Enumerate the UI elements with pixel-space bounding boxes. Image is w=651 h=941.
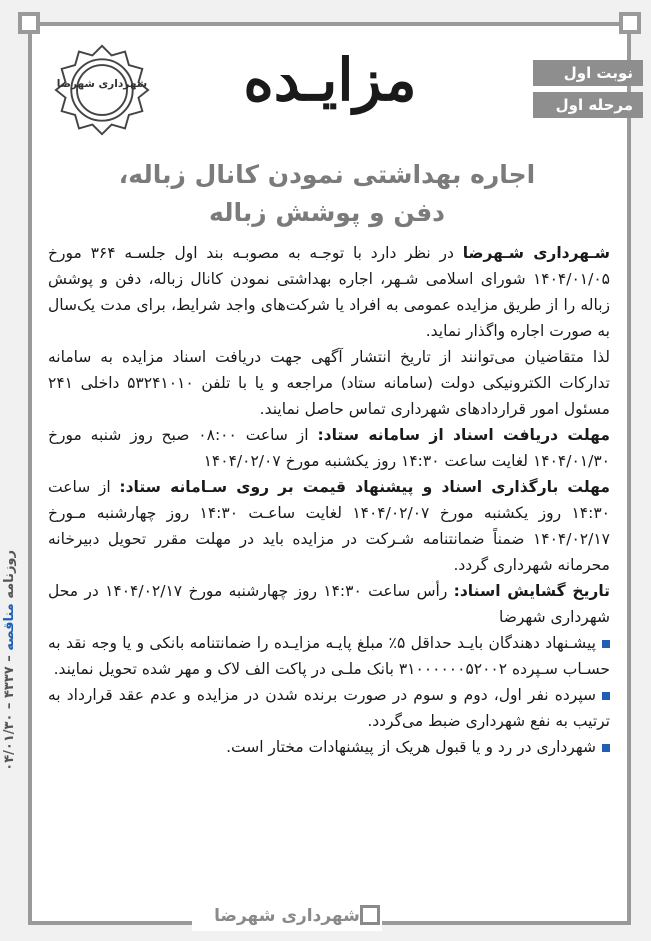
list-item [48,630,610,682]
square-bullet-icon [602,692,610,700]
newspaper-brand: مناقصه [2,603,17,651]
paragraph-lead: مهلت دریافت اسناد از سامانه ستاد: [317,426,610,444]
side-label-suffix: – ۴۳۳۷ – ۰۴/۰۱/۳۰ [2,655,17,771]
footer-signature: شهرداری شهرضا [192,901,382,931]
list-item [48,682,610,734]
list-item [48,734,610,760]
notice-body [48,240,610,760]
subtitle-line-2: دفن و پوشش زباله [208,198,446,227]
list-item-text: شهرداری در رد و یا قبول هریک از پیشنهادات مختار است. [226,738,596,756]
paragraph-text: لذا متقاضیان می‌توانند از تاریخ انتشار آگهی جهت دریافت اسناد مزایده به سامانه تدارکات الکترونیکی دولت (سامانه ستاد) مراجعه و یا با تلفن ۵۳۲۴۱۰۱۰ داخلی ۲۴۱ مسئول امور قراردادهای شهرداری تماس حاصل نمایند. [48,348,610,418]
seal-text: شهرداری شهرضا [56,78,148,91]
municipality-seal-icon [54,42,150,138]
subtitle-line-1: اجاره بهداشتی نمودن کانال زباله، [118,160,536,189]
paragraph [48,422,610,474]
footer-square-right-icon [360,905,380,925]
paragraph-lead: تاریخ گشایش اسناد: [453,582,610,600]
badge-round: نوبت اول [533,60,643,86]
paragraph-text: از ساعت ۱۴:۳۰ روز یکشنبه مورخ ۱۴۰۴/۰۲/۰۷ لغایت ساعـت ۱۴:۳۰ روز چهارشنبه مـورخ ۱۴۰۴/۰۲/۱۷ ضمناً ضمانتنامه شـرکت در مزایده باید در مهلت مقرر تحویل دبیرخانه محرمانه شهرداری گردد. [48,478,610,574]
page-title: مزایـده [243,46,417,114]
paragraph-text: در نظر دارد با توجـه به مصوبـه بند اول جلسـه ۳۶۴ مورخ ۱۴۰۴/۰۱/۰۵ شورای اسلامی شـهر، اجاره بهداشتی نمودن کانال زباله، دفن و پوشش زباله را از طریق مزایده عمومی به افراد یا شرکت‌های واجد شرایط، برای مدت یک‌سال به صورت اجاره واگذار نماید. [48,244,610,340]
square-bullet-icon [602,744,610,752]
paragraph-text: از ساعت ۰۸:۰۰ صبح روز شنبه مورخ ۱۴۰۴/۰۱/۳۰ لغایت ساعت ۱۴:۳۰ روز یکشنبه مورخ ۱۴۰۴/۰۲/۰۷ [48,426,610,470]
paragraph [48,344,610,422]
paragraph [48,578,610,630]
paragraph [48,474,610,578]
frame-corner-top-left [18,12,40,34]
list-item-text: سپرده نفر اول، دوم و سوم در صورت برنده شدن در مزایده و عدم عقد قرارداد به ترتیب به نفع شهرداری ضبط می‌گردد. [48,686,610,730]
list-item-text: پیشـنهاد دهندگان بایـد حداقل ۵٪ مبلغ پایـه مزایـده را ضمانتنامه بانکی و یا وجه نقد به حسـاب سـپرده ۳۱۰۰۰۰۰۰۵۲۰۰۲ بانک ملـی در پاکت الف لاک و مهر شده تحویل نمایند. [48,634,610,678]
paragraph-text: رأس ساعت ۱۴:۳۰ روز چهارشنبه مورخ ۱۴۰۴/۰۲/۱۷ در محل شهرداری شهرضا [48,582,610,626]
newspaper-side-label [2,550,17,930]
badge-stage: مرحله اول [533,92,643,118]
square-bullet-icon [602,640,610,648]
paragraph [48,240,610,344]
paragraph-lead: مهلت بارگذاری اسناد و پیشنهاد قیمت بر روی سـامانه ستاد: [119,478,610,496]
frame-corner-top-right [619,12,641,34]
side-label-prefix: روزنامه [2,550,17,599]
paragraph-lead: شـهرداری شـهرضا [462,244,610,262]
